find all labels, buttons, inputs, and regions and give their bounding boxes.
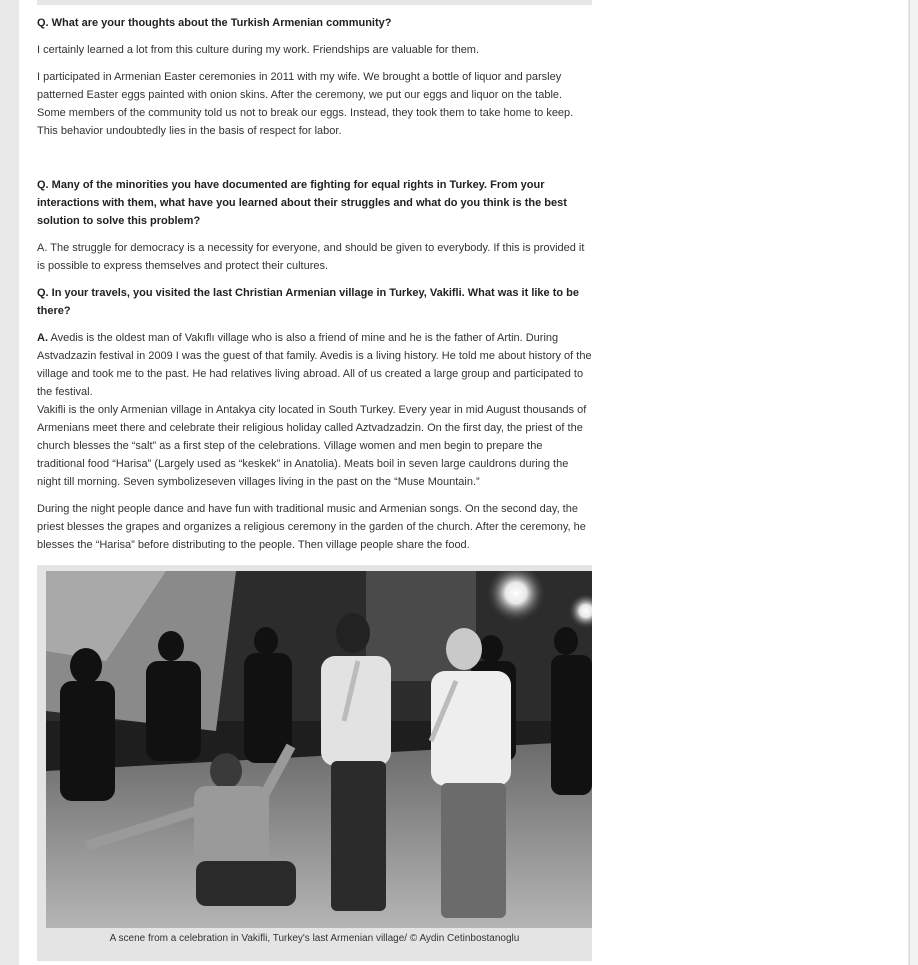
photo-caption: A scene from a celebration in Vakifli, Turkey's last Armenian village/ © Aydin Cetinbostanoglu [109, 933, 520, 944]
answer-3-paragraph-2: Vakifli is the only Armenian village in Antakya city located in South Turkey. Every year in mid August thousands of Armenians meet there and celebrate their religious holiday called Aztvadzadzin. On the first day, the priest of the church blesses the “salt” as a first step of the celebrations. Village women and men begin to prepare the traditional food “Harisa” (Largely used as “keskek” in Anatolia). Meats boil in seven large cauldrons during the night till morning. Seven symbolizeseven villages living in the past on the “Muse Mountain.” [37, 404, 587, 488]
interview-article [37, 14, 593, 563]
answer-3-paragraph-1 [37, 329, 593, 491]
answer-3-paragraph-3: During the night people dance and have fun with traditional music and Armenian songs. On the second day, the priest blesses the grapes and organizes a religious ceremony in the garden of the church. After the ceremony, he blesses the “Harisa” before distributing to the people. Then village people share the food. [37, 503, 586, 551]
answer-label: A. [37, 332, 48, 344]
answer-3-text: Avedis is the oldest man of Vakıflı village who is also a friend of mine and he is the father of Artin. During Astvadzazin festival in 2009 I was the guest of that family. Avedis is a living history. He told me about history of the village and took me to the past. He had relatives living abroad. All of us created a large group and participated to the festival. [37, 332, 592, 398]
question-3: Q. In your travels, you visited the last Christian Armenian village in Turkey, Vakifli. What was it like to be there? [37, 287, 580, 317]
answer-1-paragraph-2: I participated in Armenian Easter ceremonies in 2011 with my wife. We brought a bottle of liquor and parsley patterned Easter eggs painted with onion skins. After the ceremony, we put our eggs and liquor on the table. Some members of the community told us not to break our eggs. Instead, they took them to take home to keep. This behavior undoubtedly lies in the basis of respect for labor. [37, 71, 574, 137]
scrollbar[interactable] [909, 0, 918, 965]
question-2: Q. Many of the minorities you have documented are fighting for equal rights in Turkey. From your interactions with them, what have you learned about their struggles and what do you think is the best solution to solve this problem? [37, 179, 567, 227]
figure [37, 565, 592, 961]
top-divider [37, 0, 592, 5]
answer-2: A. The struggle for democracy is a necessity for everyone, and should be given to everybody. If this is provided it is possible to express themselves and protect their cultures. [37, 242, 585, 272]
answer-1-paragraph-1: I certainly learned a lot from this culture during my work. Friendships are valuable for them. [37, 44, 480, 56]
celebration-photo [46, 571, 592, 928]
question-1: Q. What are your thoughts about the Turkish Armenian community? [37, 17, 392, 29]
